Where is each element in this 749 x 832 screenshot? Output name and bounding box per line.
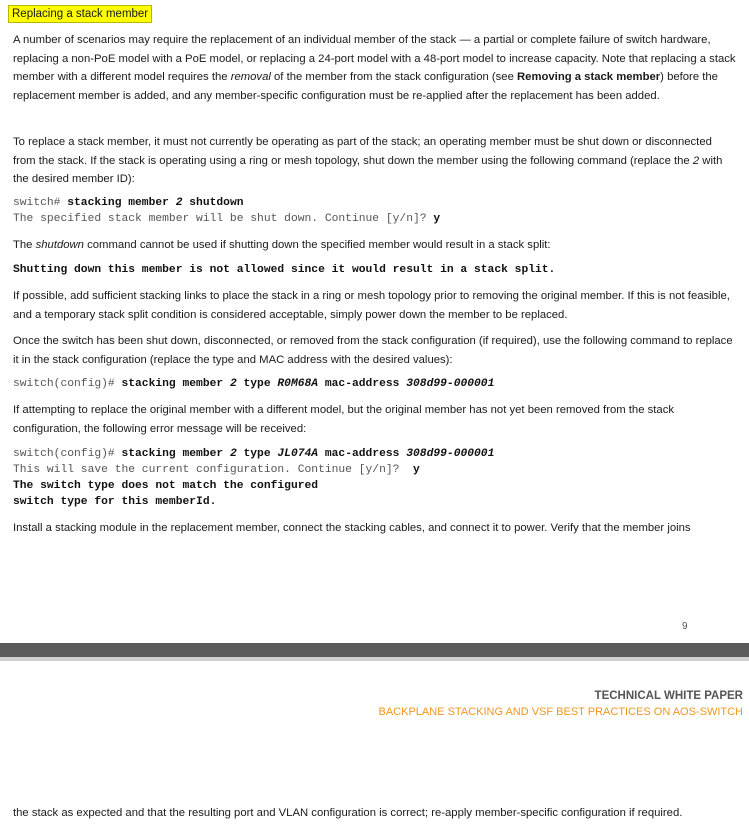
page-number: 9 — [682, 621, 688, 632]
paragraph-continuation: the stack as expected and that the resulting port and VLAN configuration is correct; re-apply member-specific configuration if required. — [13, 807, 683, 819]
running-header-subtitle: BACKPLANE STACKING AND VSF BEST PRACTICES ON AOS-SWITCH — [378, 706, 743, 718]
paragraph-install: Install a stacking module in the replacement member, connect the stacking cables, and connect it to power. Verify that the member joins — [13, 522, 691, 534]
page-break-shadow — [0, 657, 749, 661]
paragraph-replace-command: Once the switch has been shut down, disconnected, or removed from the stack configuration (if required), use the following command to replace it in the stack configuration (replace the type and MAC address with the desired values): — [13, 335, 733, 366]
code-block-type-mismatch: switch(config)# stacking member 2 type JL074A mac-address 308d99-000001 This will save the current configuration. Continue [y/n]? y The switch type does not match the configured switch type for this memberId. — [13, 448, 495, 508]
code-block-replace: switch(config)# stacking member 2 type R0M68A mac-address 308d99-000001 — [13, 378, 495, 390]
section-heading: Replacing a stack member — [8, 5, 152, 23]
paragraph-different-model: If attempting to replace the original member with a different model, but the original member has not yet been removed from the stack configuration, the following error message will be received: — [13, 404, 675, 435]
code-block-shutdown: switch# stacking member 2 shutdown The specified stack member will be shut down. Continue [y/n]? y — [13, 197, 441, 225]
paragraph-intro: A number of scenarios may require the replacement of an individual member of the stack — a partial or complete failure of switch hardware, replacing a non-PoE model with a PoE model, or replacing a 24-port model with a 48-port model to increase capacity. Note that replacing a stack member with a different model requires the removal of the member from the stack configuration (see Removing a stack member) before the replacement member is added, and any member-specific configuration must be re-applied after the replacement has been added. — [13, 34, 736, 102]
page-break-divider — [0, 643, 749, 657]
paragraph-topology: If possible, add sufficient stacking links to place the stack in a ring or mesh topology prior to removing the original member. If this is not feasible, and a temporary stack split condition is considered acceptable, simply power down the member to be replaced. — [13, 290, 730, 321]
code-block-split-error: Shutting down this member is not allowed since it would result in a stack split. — [13, 264, 556, 276]
running-header-title: TECHNICAL WHITE PAPER — [594, 690, 743, 702]
paragraph-replace: To replace a stack member, it must not currently be operating as part of the stack; an operating member must be shut down or disconnected from the stack. If the stack is operating using a ring or mesh topology, shut down the member using the following command (replace the 2 with the desired member ID): — [13, 136, 723, 185]
cross-reference: Removing a stack member — [517, 71, 661, 83]
paragraph-shutdown-note: The shutdown command cannot be used if shutting down the specified member would result in a stack split: — [13, 239, 551, 251]
